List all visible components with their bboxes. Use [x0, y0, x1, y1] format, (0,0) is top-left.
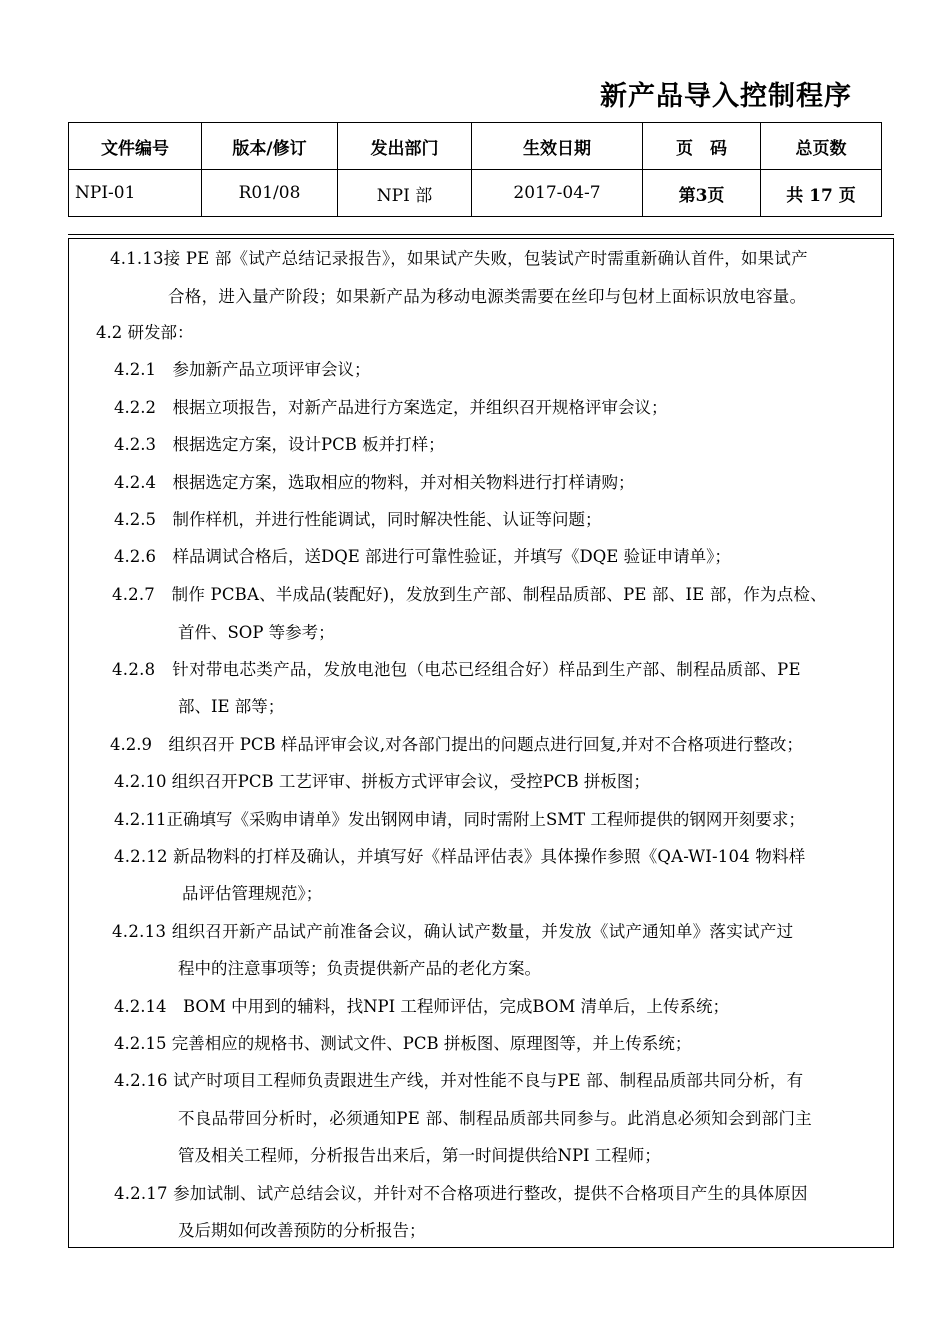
text-line: 4.2.4 根据选定方案，选取相应的物料，并对相关物料进行打样请购；	[114, 473, 635, 492]
text-line: 4.2.1 参加新产品立项评审会议；	[114, 360, 371, 379]
info-value-row	[69, 170, 882, 217]
divider-line	[68, 234, 894, 235]
text-line: 及后期如何改善预防的分析报告；	[178, 1221, 426, 1240]
value-page: 第3页	[643, 170, 761, 217]
text-line: 4.1.13接 PE 部《试产总结记录报告》，如果试产失败，包装试产时需重新确认首件，如果试产	[110, 249, 808, 268]
value-department: NPI 部	[338, 170, 472, 217]
info-header-row	[69, 123, 882, 170]
text-line: 4.2.13 组织召开新产品试产前准备会议，确认试产数量，并发放《试产通知单》落实试产过	[112, 922, 794, 941]
value-total-pages: 共 17 页	[761, 170, 882, 217]
value-version: R01/08	[202, 170, 338, 217]
label-file-number: 文件编号	[69, 123, 202, 170]
text-line: 4.2.5 制作样机，并进行性能调试，同时解决性能、认证等问题；	[114, 510, 602, 529]
label-page: 页 码	[643, 123, 761, 170]
text-line: 4.2.9 组织召开 PCB 样品评审会议,对各部门提出的问题点进行回复,并对不合格项进行整改；	[110, 735, 803, 754]
text-line: 合格，进入量产阶段；如果新产品为移动电源类需要在丝印与包材上面标识放电容量。	[168, 287, 807, 306]
text-line: 4.2.11正确填写《采购申请单》发出钢网申请，同时需附上SMT 工程师提供的钢网开刻要求；	[114, 810, 805, 829]
text-line: 4.2.2 根据立项报告，对新产品进行方案选定，并组织召开规格评审会议；	[114, 398, 668, 417]
text-line: 4.2.10 组织召开PCB 工艺评审、拼板方式评审会议，受控PCB 拼板图；	[114, 772, 650, 791]
text-line: 程中的注意事项等；负责提供新产品的老化方案。	[178, 959, 541, 978]
text-line: 4.2.12 新品物料的打样及确认，并填写好《样品评估表》具体操作参照《QA-WI-104 物料样	[114, 847, 806, 866]
text-line: 4.2.17 参加试制、试产总结会议，并针对不合格项进行整改，提供不合格项目产生的具体原因	[114, 1184, 808, 1203]
text-line: 4.2.6 样品调试合格后，送DQE 部进行可靠性验证，并填写《DQE 验证申请单》；	[114, 547, 731, 566]
text-line: 管及相关工程师，分析报告出来后，第一时间提供给NPI 工程师；	[178, 1146, 661, 1165]
text-line: 首件、SOP 等参考；	[178, 623, 335, 642]
text-line: 4.2.16 试产时项目工程师负责跟进生产线，并对性能不良与PE 部、制程品质部共同分析，有	[114, 1071, 804, 1090]
text-line: 4.2.3 根据选定方案，设计PCB 板并打样；	[114, 435, 445, 454]
text-line: 品评估管理规范》；	[182, 884, 323, 903]
text-line: 不良品带回分析时，必须通知PE 部、制程品质部共同参与。此消息必须知会到部门主	[178, 1109, 813, 1128]
label-total-pages: 总页数	[761, 123, 882, 170]
text-line: 4.2.15 完善相应的规格书、测试文件、PCB 拼板图、原理图等，并上传系统；	[114, 1034, 692, 1053]
value-file-number: NPI-01	[69, 170, 202, 217]
section-heading: 4.2 研发部：	[96, 323, 194, 342]
document-info-table	[68, 122, 882, 217]
label-version: 版本/修订	[202, 123, 338, 170]
text-line: 4.2.14 BOM 中用到的辅料，找NPI 工程师评估，完成BOM 清单后，上传系统；	[114, 997, 729, 1016]
label-effective-date: 生效日期	[472, 123, 643, 170]
text-line: 4.2.7 制作 PCBA、半成品(装配好)，发放到生产部、制程品质部、PE 部、IE 部，作为点检、	[112, 585, 827, 604]
document-title: 新产品导入控制程序	[600, 81, 852, 112]
text-line: 部、IE 部等；	[178, 697, 285, 716]
value-effective-date: 2017-04-7	[472, 170, 643, 217]
label-department: 发出部门	[338, 123, 472, 170]
text-line: 4.2.8 针对带电芯类产品，发放电池包（电芯已经组合好）样品到生产部、制程品质部、PE	[112, 660, 801, 679]
